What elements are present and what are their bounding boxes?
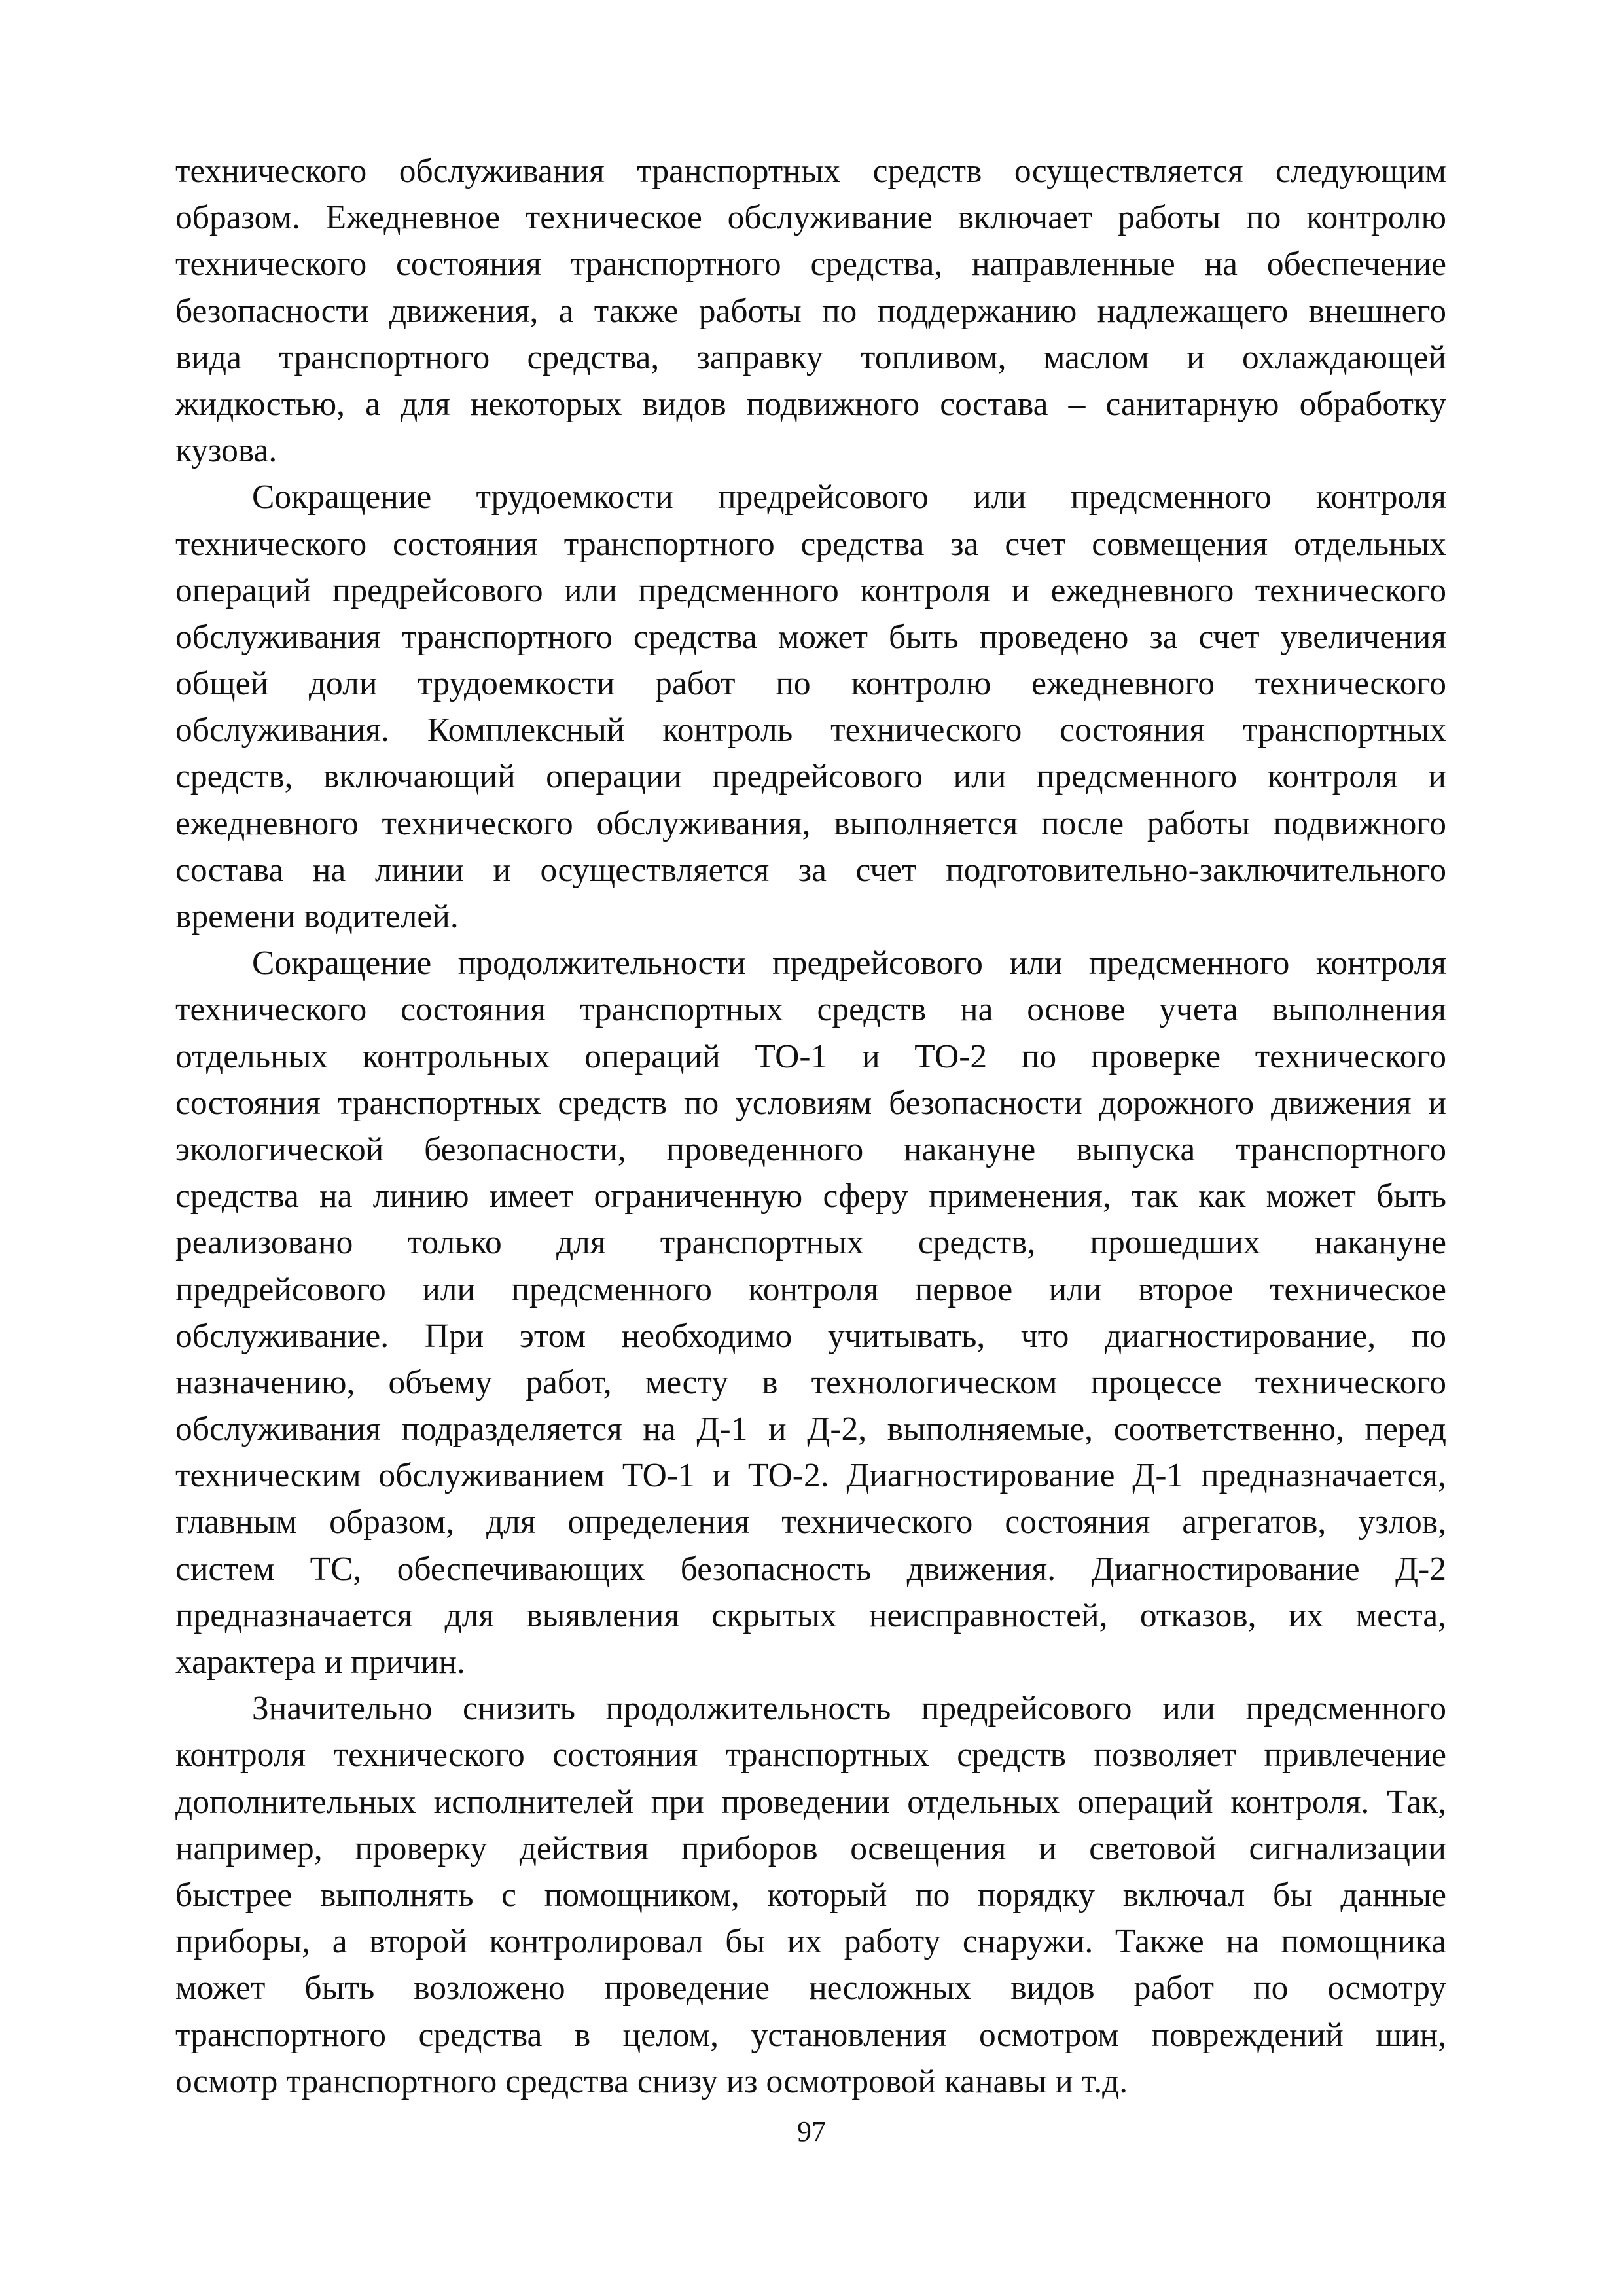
- text-line: характера и причин.: [175, 1643, 465, 1681]
- text-line: операций предрейсового или предсменного контроля и ежедневного технического: [175, 571, 1446, 609]
- text-line: безопасности движения, а также работы по поддержанию надлежащего внешнего: [175, 292, 1446, 330]
- text-line: состояния транспортных средств по условиям безопасности дорожного движения и: [175, 1084, 1446, 1122]
- text-line: технического состояния транспортного средства, направленные на обеспечение: [175, 245, 1446, 283]
- paragraph: [175, 940, 1446, 1685]
- text-line: жидкостью, а для некоторых видов подвижного состава – санитарную обработку: [175, 385, 1446, 423]
- paragraph: [175, 1685, 1446, 2105]
- text-line: обслуживания. Комплексный контроль технического состояния транспортных: [175, 711, 1446, 749]
- text-line: обслуживание. При этом необходимо учитывать, что диагностирование, по: [175, 1317, 1446, 1355]
- text-line: отдельных контрольных операций ТО-1 и ТО-2 по проверке технического: [175, 1037, 1446, 1075]
- text-line: может быть возложено проведение несложных видов работ по осмотру: [175, 1969, 1446, 2007]
- text-line: средства на линию имеет ограниченную сферу применения, так как может быть: [175, 1177, 1446, 1215]
- text-line: Сокращение трудоемкости предрейсового или предсменного контроля: [252, 478, 1446, 516]
- text-line: осмотр транспортного средства снизу из осмотровой канавы и т.д.: [175, 2062, 1128, 2100]
- text-line: дополнительных исполнителей при проведении отдельных операций контроля. Так,: [175, 1783, 1446, 1821]
- text-line: быстрее выполнять с помощником, который по порядку включал бы данные: [175, 1876, 1446, 1914]
- body-text: [175, 148, 1446, 2105]
- text-line: техническим обслуживанием ТО-1 и ТО-2. Диагностирование Д-1 предназначается,: [175, 1457, 1446, 1495]
- text-line: контроля технического состояния транспортных средств позволяет привлечение: [175, 1736, 1446, 1774]
- text-line: например, проверку действия приборов освещения и световой сигнализации: [175, 1829, 1446, 1867]
- text-line: Значительно снизить продолжительность предрейсового или предсменного: [252, 1690, 1446, 1728]
- text-line: состава на линии и осуществляется за счет подготовительно-заключительного: [175, 851, 1446, 889]
- text-line: Сокращение продолжительности предрейсового или предсменного контроля: [252, 944, 1446, 982]
- text-line: времени водителей.: [175, 898, 459, 935]
- text-line: экологической безопасности, проведенного накануне выпуска транспортного: [175, 1130, 1446, 1168]
- text-line: транспортного средства в целом, установления осмотром повреждений шин,: [175, 2016, 1446, 2054]
- text-line: приборы, а второй контролировал бы их работу снаружи. Также на помощника: [175, 1923, 1446, 1961]
- text-line: назначению, объему работ, месту в технологическом процессе технического: [175, 1363, 1446, 1401]
- text-line: технического состояния транспортного средства за счет совмещения отдельных: [175, 525, 1446, 563]
- text-line: предрейсового или предсменного контроля первое или второе техническое: [175, 1270, 1446, 1308]
- text-line: реализовано только для транспортных средств, прошедших накануне: [175, 1224, 1446, 1262]
- text-line: главным образом, для определения технического состояния агрегатов, узлов,: [175, 1503, 1446, 1541]
- text-line: обслуживания транспортного средства может быть проведено за счет увеличения: [175, 618, 1446, 656]
- text-line: технического обслуживания транспортных средств осуществляется следующим: [175, 152, 1446, 190]
- text-line: средств, включающий операции предрейсового или предсменного контроля и: [175, 758, 1446, 796]
- text-line: систем ТС, обеспечивающих безопасность движения. Диагностирование Д-2: [175, 1550, 1446, 1588]
- text-line: кузова.: [175, 432, 277, 470]
- paragraph: [175, 148, 1446, 474]
- text-line: обслуживания подразделяется на Д-1 и Д-2, выполняемые, соответственно, перед: [175, 1410, 1446, 1448]
- text-line: ежедневного технического обслуживания, выполняется после работы подвижного: [175, 804, 1446, 842]
- page-number: 97: [797, 2115, 826, 2147]
- text-line: технического состояния транспортных средств на основе учета выполнения: [175, 991, 1446, 1029]
- text-line: образом. Ежедневное техническое обслуживание включает работы по контролю: [175, 199, 1446, 237]
- text-line: вида транспортного средства, заправку топливом, маслом и охлаждающей: [175, 338, 1446, 376]
- text-line: общей доли трудоемкости работ по контролю ежедневного технического: [175, 665, 1446, 703]
- text-line: предназначается для выявления скрытых неисправностей, отказов, их места,: [175, 1596, 1446, 1634]
- paragraph: [175, 474, 1446, 940]
